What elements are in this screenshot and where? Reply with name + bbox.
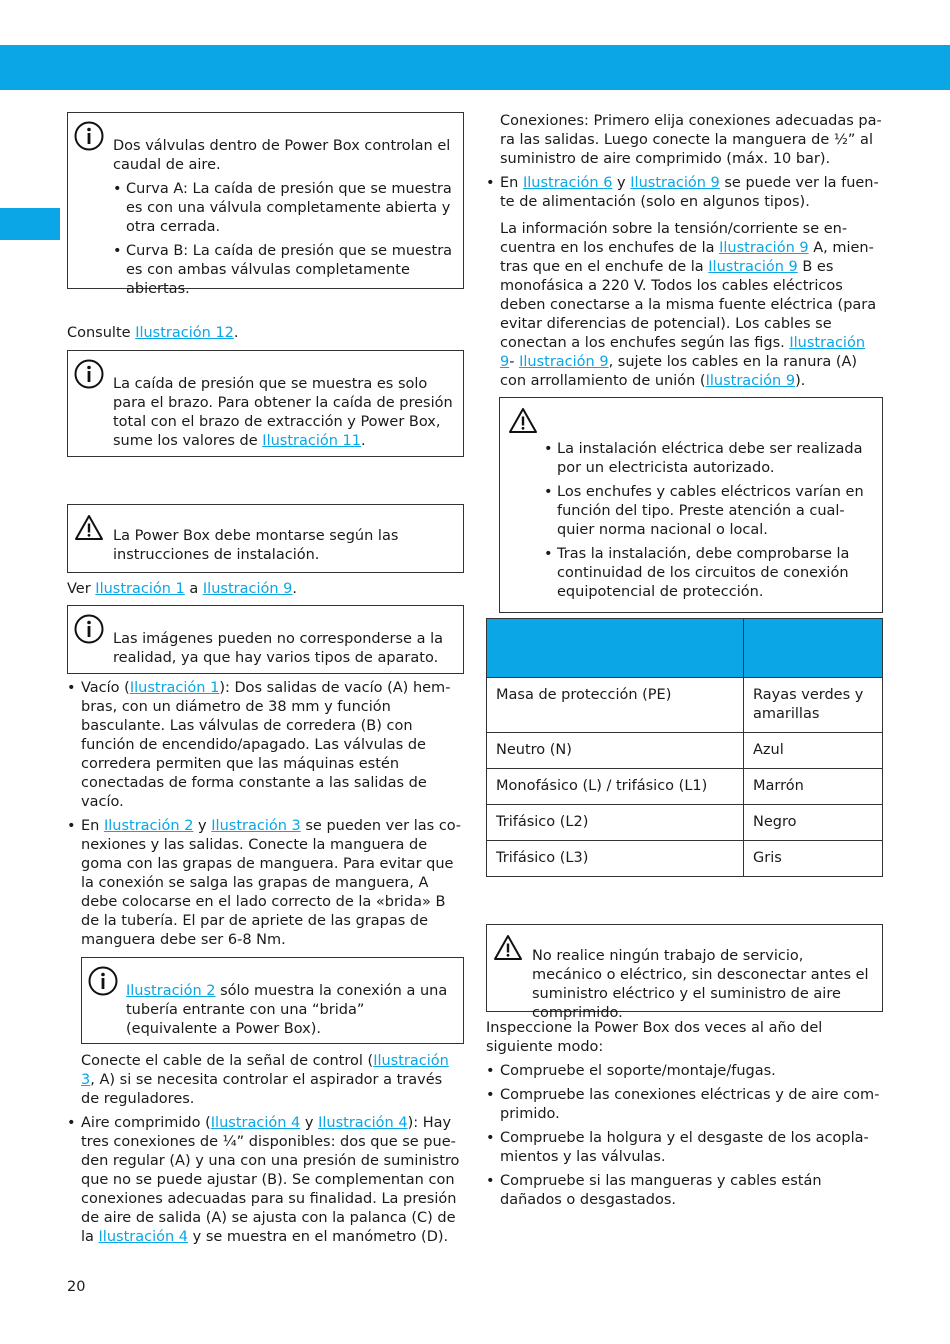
warning-box-mounting: [67, 504, 464, 573]
warning-text: No realice ningún trabajo de servicio, mecánico o eléctrico, sin desconectar antes el suministro eléctrico y el suministro de aire comprimido.: [532, 948, 869, 1021]
figure-link[interactable]: Ilustración 4: [318, 1115, 408, 1131]
info-text: Las imágenes pueden no corresponderse a la realidad, ya que hay varios tipos de aparato.: [113, 631, 443, 666]
table-row: [487, 769, 883, 805]
right-column: [486, 112, 883, 1210]
list-item: • Curva B: La caída de presión que se muestra es con ambas válvulas completamente abiertas.: [113, 242, 455, 299]
figure-link[interactable]: Ilustración 4: [98, 1229, 189, 1245]
list-item: [486, 174, 883, 212]
list-item: • Compruebe la holgura y el desgaste de los acoplamientos y las válvulas.: [486, 1129, 883, 1167]
table-cell: Neutro (N): [487, 733, 744, 769]
figure-link[interactable]: Ilustración 9: [705, 373, 796, 389]
table-cell: Trifásico (L3): [487, 841, 744, 877]
warning-icon: [508, 406, 538, 436]
inspect-list: [486, 1062, 883, 1210]
list-item: • Los enchufes y cables eléctricos varían en función del tipo. Preste atención a cualquier norma nacional o local.: [544, 483, 874, 540]
figure-link[interactable]: Ilustración 9: [519, 354, 609, 370]
figure-link[interactable]: Ilustración 4: [210, 1115, 301, 1131]
text: .: [233, 325, 239, 341]
text: B es monofásica a 220 V. Todos los cables eléctricos deben conectarse a la misma fuente eléctrica (para evitar diferencias de potencial). Los cables se conectan a los enchufes según las figs.: [500, 259, 877, 351]
text: Consulte: [67, 325, 136, 341]
figure-link[interactable]: Ilustración 11: [262, 433, 362, 449]
list-item: [67, 679, 464, 812]
text: En: [500, 175, 523, 191]
voltage-text: [500, 220, 883, 391]
text: Ver: [67, 581, 96, 597]
table-cell: Azul: [744, 733, 883, 769]
text: a: [184, 581, 203, 597]
ver-line: [67, 580, 464, 599]
text: y se muestra en el manómetro (D).: [188, 1229, 449, 1245]
info-icon: [74, 359, 104, 389]
table-row: [487, 733, 883, 769]
info-box-flange: [81, 957, 464, 1044]
connection-list: [67, 679, 464, 950]
table-cell: Masa de protección (PE): [487, 678, 744, 733]
figure-link[interactable]: Ilustración 9: [630, 175, 720, 191]
power-list: [486, 174, 883, 212]
list-item: • Compruebe las conexiones eléctricas y de aire comprimido.: [486, 1086, 883, 1124]
header-bar: [0, 45, 950, 90]
info-box-pressure: [67, 350, 464, 457]
table-header-cell: [487, 619, 744, 678]
warning-box-service: [486, 924, 883, 1021]
text: .: [361, 433, 366, 449]
table-row: [487, 678, 883, 733]
table-header-cell: [744, 619, 883, 678]
text: ): Hay tres conexiones de ¼” disponibles: dos que se pueden regular (A) y una con una presión de suministro que no se puede ajustar (B). Se complementan con conexiones adecuadas para su finalidad. La presión de aire de salida (A) se ajusta con la palanca (C) de la: [81, 1115, 460, 1245]
text: .: [292, 581, 297, 597]
table-header-row: [487, 619, 883, 678]
section-tab-marker: [0, 208, 60, 240]
list-item: • Compruebe el soporte/montaje/fugas.: [486, 1062, 883, 1081]
text: En: [81, 818, 104, 834]
figure-link[interactable]: Ilustración 12: [135, 325, 234, 341]
table-row: [487, 805, 883, 841]
info-icon: [74, 614, 104, 644]
text: La información sobre la tensión/corriente se encuentra en los enchufes de la: [500, 221, 848, 256]
figure-link[interactable]: Ilustración 3: [211, 818, 301, 834]
text: A, mientras que en el enchufe de la: [500, 240, 874, 275]
text: sólo muestra la conexión a una tubería entrante con una “brida” (equivalente a Power Box).: [126, 983, 448, 1037]
table-row: [487, 841, 883, 877]
info-icon: [88, 966, 118, 996]
list-item: • Curva A: La caída de presión que se muestra es con una válvula completamente abierta y otra cerrada.: [113, 180, 455, 237]
figure-link[interactable]: Ilustración 9: [719, 240, 809, 256]
figure-link[interactable]: Ilustración 9: [708, 259, 798, 275]
page-number: 20: [67, 1279, 86, 1295]
info-icon: [74, 121, 104, 151]
control-cable-text: [81, 1052, 464, 1109]
text: ).: [795, 373, 806, 389]
table-cell: Monofásico (L) / trifásico (L1): [487, 769, 744, 805]
figure-link[interactable]: Ilustración 6: [522, 175, 613, 191]
text: y: [300, 1115, 319, 1131]
text: se puede ver la fuente de alimentación (solo en algunos tipos).: [500, 175, 879, 210]
text: Aire comprimido (: [81, 1115, 211, 1131]
figure-link[interactable]: Ilustración 1: [95, 581, 185, 597]
list-item: • Tras la instalación, debe comprobarse la continuidad de los circuitos de conexión equipotencial de protección.: [544, 545, 874, 602]
connections-text: Conexiones: Primero elija conexiones adecuadas para las salidas. Luego conecte la manguera de ½” al suministro de aire comprimido (máx. 10 bar).: [500, 113, 882, 167]
text: La caída de presión que se muestra es solo para el brazo. Para obtener la caída de presión total con el brazo de extracción y Power Box, sume los valores de: [113, 376, 453, 449]
figure-link[interactable]: Ilustración 9: [500, 335, 866, 370]
text: Conecte el cable de la señal de control (: [81, 1053, 374, 1069]
info-box-images: [67, 605, 464, 674]
list-item: [67, 817, 464, 950]
consulte-line: [67, 324, 464, 343]
warning-text: La Power Box debe montarse según las instrucciones de instalación.: [113, 528, 399, 563]
info-text: [113, 375, 455, 451]
list-item: • La instalación eléctrica debe ser realizada por un electricista autorizado.: [544, 440, 874, 478]
text: y: [193, 818, 212, 834]
figure-link[interactable]: Ilustración 1: [129, 680, 220, 696]
left-column: [67, 112, 464, 1247]
table-cell: Gris: [744, 841, 883, 877]
text: y: [612, 175, 631, 191]
warning-icon: [74, 513, 104, 543]
list-item: [67, 1114, 464, 1247]
text: se pueden ver las conexiones y las salidas. Conecte la manguera de goma con las grapas de manguera. Para evitar que la conexión se salga las grapas de manguera, A debe colocarse en el lado correcto de la «brida» B de la tubería. El par de apriete de las grapas de manguera debe ser 6-8 Nm.: [81, 818, 461, 948]
figure-link[interactable]: Ilustración 9: [202, 581, 293, 597]
warning-box-electrical: [499, 397, 883, 613]
text: -: [509, 354, 520, 370]
text: , sujete los cables en la ranura (A) con arrollamiento de unión (: [500, 354, 858, 389]
table-cell: Negro: [744, 805, 883, 841]
text: , A) si se necesita controlar el aspirador a través de reguladores.: [81, 1072, 443, 1107]
table-cell: Trifásico (L2): [487, 805, 744, 841]
warning-icon: [493, 933, 523, 963]
curve-list: [113, 180, 455, 299]
electrical-list: [544, 440, 874, 602]
list-item: • Compruebe si las mangueras y cables están dañados o desgastados.: [486, 1172, 883, 1210]
compressed-air-list: [67, 1114, 464, 1247]
info-box-valves: [67, 112, 464, 297]
info-text: Dos válvulas dentro de Power Box controlan el caudal de aire.: [113, 138, 451, 173]
text: ): Dos salidas de vacío (A) hembras, con un diámetro de 38 mm y función basculante. Las válvulas de corredera (B) con función de encendido/apagado. Las válvulas de corredera permiten que las máquinas estén conectadas de forma constante a las salidas de vacío.: [81, 680, 451, 810]
info-text: [126, 982, 455, 1039]
figure-link[interactable]: Ilustración 3: [81, 1053, 449, 1088]
table-cell: Rayas verdes y amarillas: [744, 678, 883, 733]
text: Vacío (: [81, 680, 130, 696]
wire-color-table: [486, 618, 883, 877]
table-cell: Marrón: [744, 769, 883, 805]
figure-link[interactable]: Ilustración 2: [103, 818, 194, 834]
figure-link[interactable]: Ilustración 2: [126, 983, 216, 999]
inspect-text: Inspeccione la Power Box dos veces al año del siguiente modo:: [486, 1020, 823, 1055]
